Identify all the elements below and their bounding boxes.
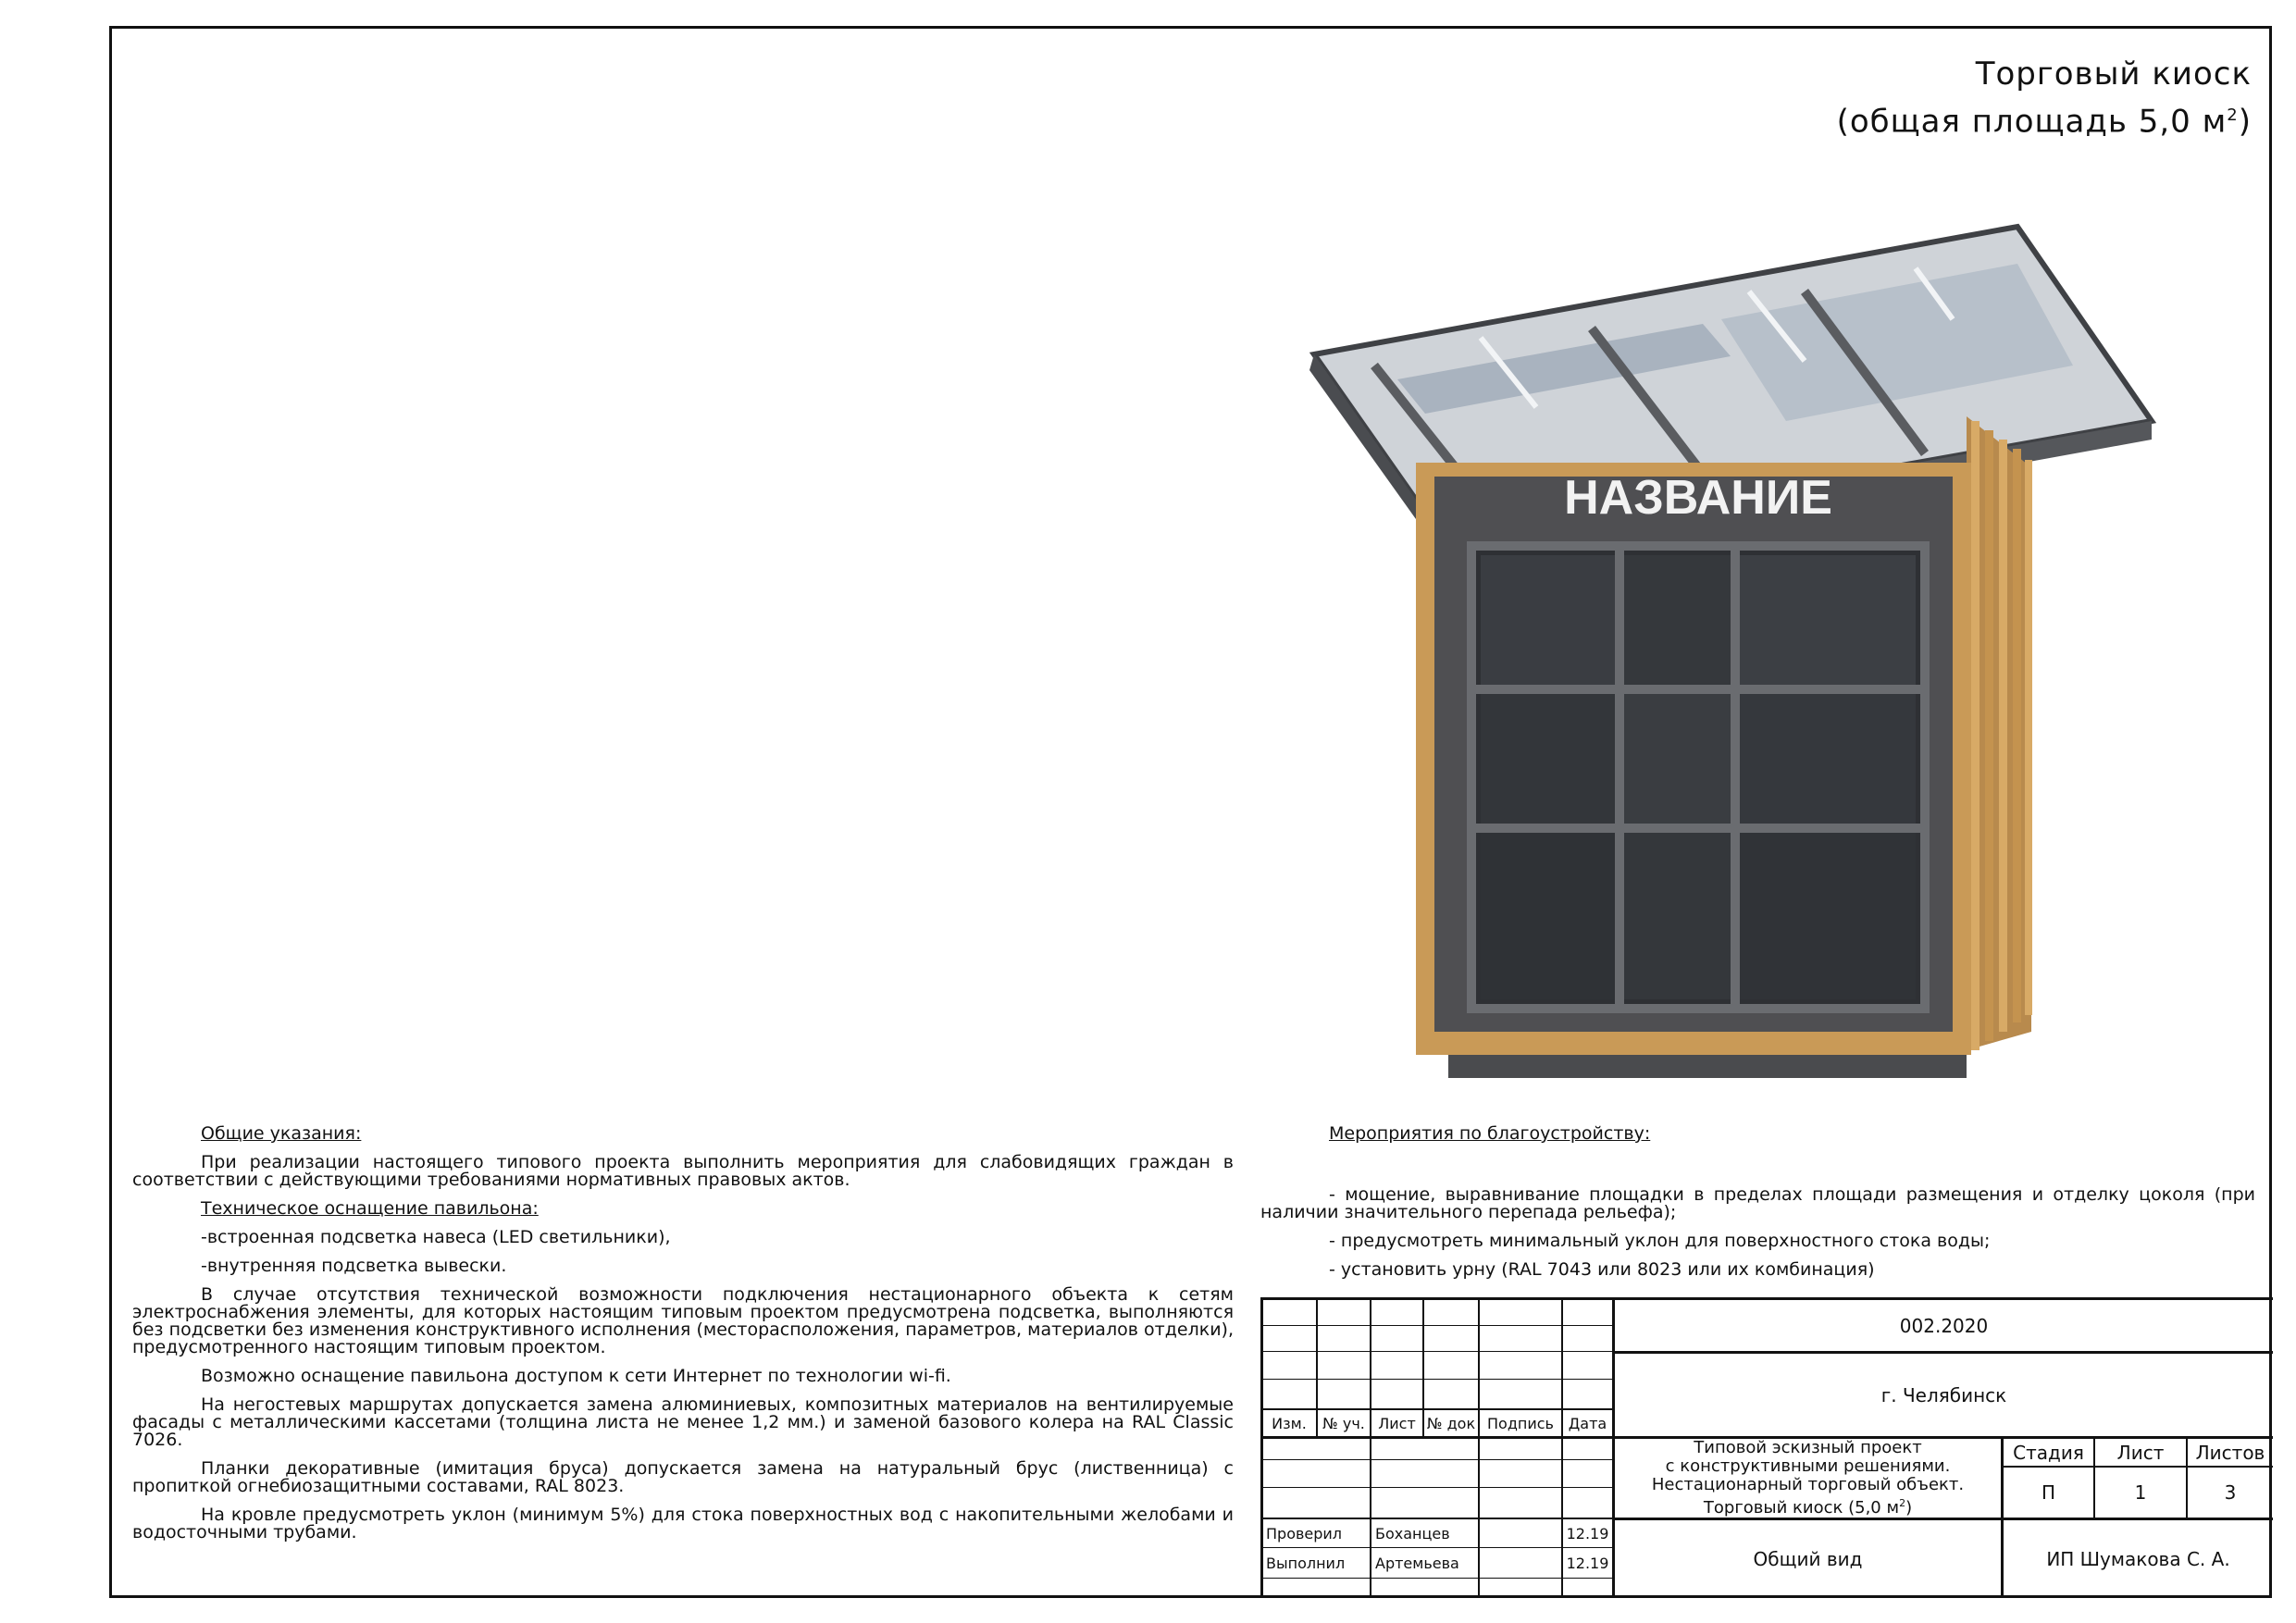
tech-item-2: -внутренняя подсветка вывески.	[201, 1256, 507, 1276]
header-izm: Изм.	[1272, 1414, 1307, 1432]
header-nuch: № уч.	[1322, 1414, 1365, 1432]
general-notes	[132, 1125, 1234, 1553]
general-notes-p5: Планки декоративные (имитация бруса) допускается замена на натуральный брус (лиственница) с пропиткой огнебиозащитными составами, RAL 8023.	[132, 1458, 1234, 1496]
stage-value: П	[2041, 1481, 2056, 1504]
drawing-title	[1837, 54, 2252, 142]
project-city: г. Челябинск	[1880, 1383, 2007, 1406]
general-notes-p1: При реализации настоящего типового проекта выполнить мероприятия для слабовидящих граждан в соответствии с действующими требованиями нормативных правовых актов.	[132, 1152, 1234, 1190]
date-checked: 12.19	[1566, 1524, 1609, 1542]
kiosk-plinth	[1448, 1055, 1967, 1078]
general-notes-p3: Возможно оснащение павильона доступом к сети Интернет по технологии wi-fi.	[201, 1366, 951, 1386]
sheet-label: Лист	[2116, 1441, 2165, 1464]
general-notes-p2: В случае отсутствия технической возможности подключения нестационарного объекта к сетям электроснабжения элементы, для которых настоящим типовым проектом предусмотрена подсветка, выполняются без подсветки без изменения конструктивного исполнения (месторасположения, параметров, материалов отделки), предусмотренного настоящим типовым проектом.	[132, 1284, 1234, 1357]
general-notes-p4: На негостевых маршрутах допускается замена алюминиевых, композитных материалов на вентилируемые фасады с металлическими кассетами (толщина листа не менее 1,2 мм.) и заменой базового колера на RAL Classic 7026.	[132, 1394, 1234, 1450]
header-date: Дата	[1568, 1414, 1607, 1432]
sheets-label: Листов	[2195, 1441, 2265, 1464]
view-name: Общий вид	[1753, 1548, 1863, 1570]
header-signature: Подпись	[1487, 1414, 1554, 1432]
landscaping-item-3: - установить урну (RAL 7043 или 8023 или их комбинация)	[1329, 1259, 1875, 1280]
title-stamp	[1260, 1297, 2273, 1598]
landscaping-heading: Мероприятия по благоустройству:	[1329, 1123, 1651, 1144]
tech-item-1: -встроенная подсветка навеса (LED светильники),	[201, 1227, 671, 1247]
kiosk-render	[1286, 217, 2175, 1078]
kiosk-sign: НАЗВАНИЕ	[1564, 471, 1832, 525]
role-performed: Выполнил	[1266, 1554, 1346, 1572]
landscaping-item-2: - предусмотреть минимальный уклон для поверхностного стока воды;	[1329, 1231, 1991, 1251]
landscaping-item-1: - мощение, выравнивание площадки в пределах площади размещения и отделку цоколя (при наличии значительного перепада рельефа);	[1260, 1184, 2255, 1222]
title-line-1: Торговый киоск	[1975, 56, 2252, 93]
project-description: Типовой эскизный проект с конструктивными решениями. Нестационарный торговый объект. Торговый киоск (5,0 $м^2$)	[1651, 1438, 1965, 1518]
landscaping-notes	[1260, 1125, 2255, 1290]
stage-label: Стадия	[2013, 1441, 2084, 1464]
project-code: 002.2020	[1899, 1314, 1989, 1337]
sheets-value: 3	[2224, 1481, 2237, 1504]
role-checked: Проверил	[1266, 1524, 1343, 1542]
date-performed: 12.19	[1566, 1554, 1609, 1572]
general-notes-heading: Общие указания:	[201, 1123, 362, 1144]
tech-equipment-heading: Техническое оснащение павильона:	[201, 1198, 539, 1219]
name-checked: Боханцев	[1375, 1524, 1450, 1542]
kiosk-side-slats	[1967, 416, 2032, 1050]
general-notes-p6: На кровле предусмотреть уклон (минимум 5%) для стока поверхностных вод с накопительными желобами и водосточными трубами.	[132, 1505, 1234, 1542]
sheet-value: 1	[2134, 1481, 2147, 1504]
header-ndok: № док	[1426, 1414, 1476, 1432]
kiosk-window	[1471, 546, 1925, 1009]
name-performed: Артемьева	[1375, 1554, 1459, 1572]
title-line-2: (общая площадь 5,0 $м^2$)	[1836, 103, 2252, 141]
organization: ИП Шумакова С. А.	[2046, 1548, 2230, 1570]
header-list: Лист	[1378, 1414, 1416, 1432]
